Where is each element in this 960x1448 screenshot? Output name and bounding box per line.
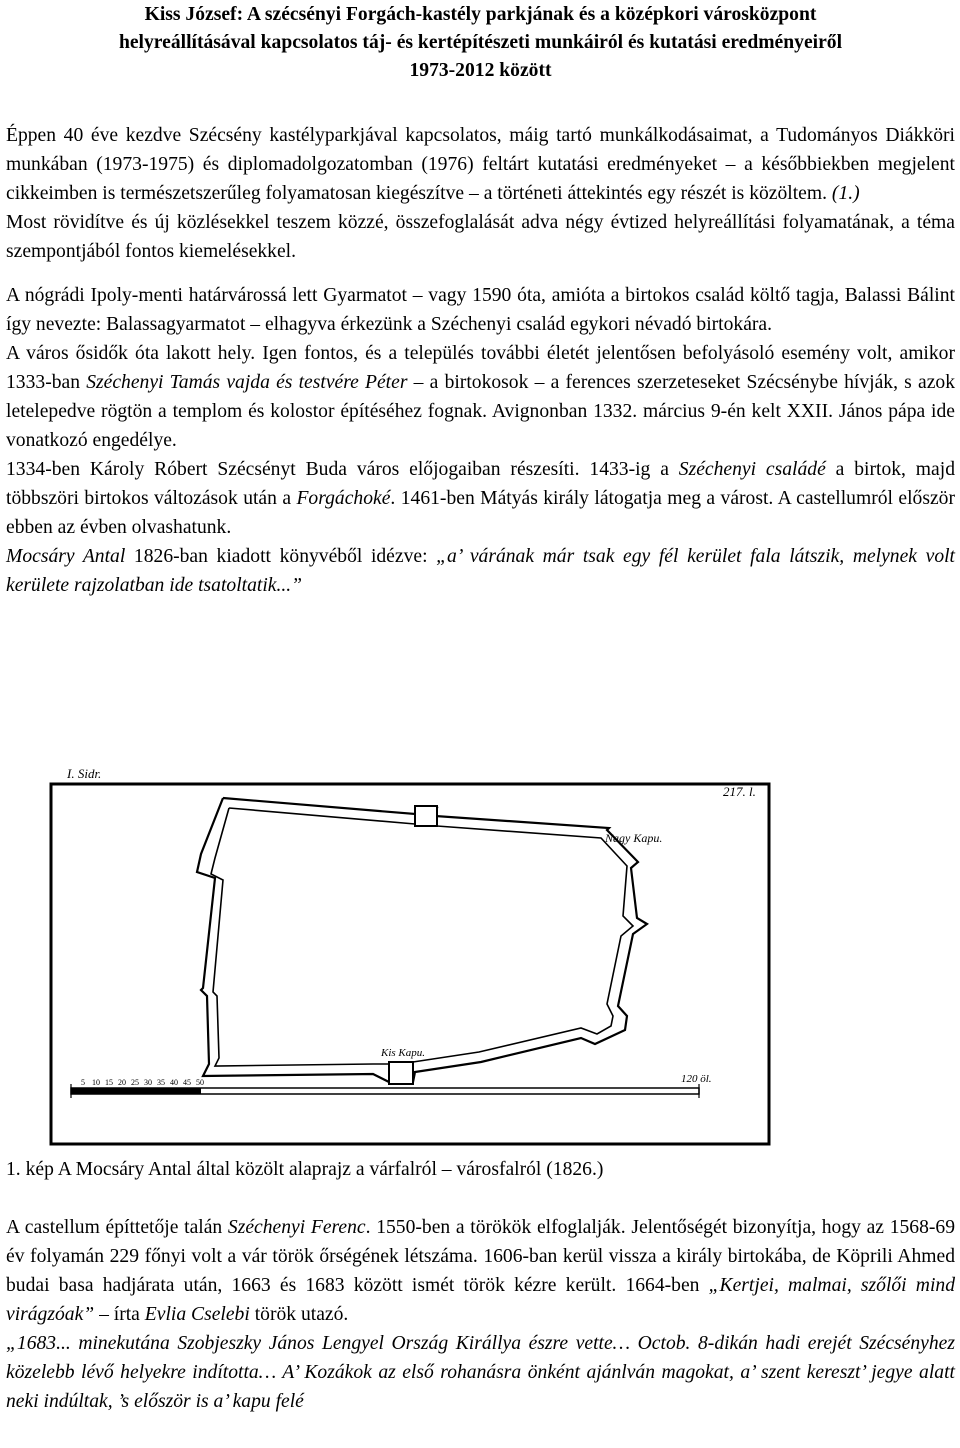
scale-tick-label: 45	[183, 1078, 191, 1087]
scale-tick-label: 50	[196, 1078, 204, 1087]
scale-labels	[81, 1078, 204, 1087]
reference-marker: (1.)	[831, 183, 860, 204]
castle-wall-floorplan-figure	[33, 758, 783, 1150]
scale-tick-label: 35	[157, 1078, 165, 1087]
title-line-2: helyreállításával kapcsolatos táj- és kertépítészeti munkáiról és kutatási eredményeiről	[118, 32, 843, 53]
wall-outline-inner	[211, 808, 633, 1066]
continuation-paragraph-1: A castellum építtetője talán Széchenyi Ferenc. 1550-ben a törökök elfoglalják. Jelentőségét bizonyítja, hogy az 1568-69 év folyamán 229 főnyi volt a vár török őrségének létszáma. 1606-ban kerül vissza a király birtokába, de Köprili Ahmed budai basa hadjárata után, 1663 és 1683 között ismét török kézre került. 1664-ben „Kertjei, malmai, szőlői mind virágzóak” – írta Evlia Cselebi török utazó.	[6, 1217, 956, 1325]
scale-tick-label: 10	[92, 1078, 100, 1087]
history-paragraph-1: A nógrádi Ipoly-menti határvárossá lett Gyarmatot – vagy 1590 óta, amióta a birtokos család költő tagja, Balassi Bálint így nevezte: Balassagyarmatot – elhagyva érkezünk a Széchenyi család egykori névadó birtokára.	[6, 285, 955, 335]
continuation-paragraph-2: „1683... minekutána Szobjeszky János Lengyel Ország Királlya észre vette… Octob. 8-dikán hadi erejét Szécsényhez közelebb lévő helyekre indította… A’ Kozákok az első rohanásra önként ajánlván magokat, a’ szent kereszt’ jegye alatt neki indúltak, ’s először is a’ kapu felé	[6, 1333, 955, 1412]
scale-tick-label: 20	[118, 1078, 126, 1087]
title-line-3: 1973-2012 között	[409, 60, 552, 81]
document-title	[6, 0, 955, 85]
history-paragraph-3: 1334-ben Károly Róbert Szécsényt Buda város előjogaiban részesíti. 1433-ig a Széchenyi családé a birtok, majd többszöri birtokos változások után a Forgáchoké. 1461-ben Mátyás király látogatja meg a várost. A castellumról először ebben az évben olvashatunk.	[6, 459, 955, 538]
continuation-section	[6, 1213, 955, 1416]
scale-unit-label: 120 öl.	[681, 1073, 712, 1085]
intro-paragraph-2: Most rövidítve és új közlésekkel teszem közzé, összefoglalását adva négy évtized helyreállítási folyamatának, a téma szempontjából fontos kiemelésekkel.	[6, 212, 955, 262]
scale-bar	[71, 1084, 699, 1098]
figure-label-topright: 217. l.	[723, 784, 756, 799]
scale-tick-label: 15	[105, 1078, 113, 1087]
figure-caption: 1. kép A Mocsáry Antal által közölt alaprajz a várfalról – városfalról (1826.)	[6, 1159, 604, 1180]
scale-tick-label: 40	[170, 1078, 178, 1087]
scale-tick-label: 5	[81, 1078, 85, 1087]
label-small-gate: Kis Kapu.	[381, 1047, 426, 1059]
title-line-1: Kiss József: A szécsényi Forgách-kastély parkjának és a középkori városközpont	[144, 4, 817, 25]
top-gate-tower	[415, 806, 437, 826]
scale-tick-label: 25	[131, 1078, 139, 1087]
history-paragraph-4: Mocsáry Antal 1826-ban kiadott könyvéből idézve: „a’ várának már tsak egy fél kerület fala látszik, melynek volt kerülete rajzolatban ide tsatoltatik...”	[6, 546, 955, 596]
wall-outline-outer	[197, 798, 647, 1082]
figure-label-topleft: I. Sidr.	[67, 766, 102, 781]
scale-tick-label: 30	[144, 1078, 152, 1087]
document-page	[6, 0, 955, 600]
bottom-gate-tower	[389, 1062, 413, 1084]
label-big-gate: Nagy Kapu.	[605, 831, 663, 845]
intro-paragraph-1: Éppen 40 éve kezdve Szécsény kastélyparkjával kapcsolatos, máig tartó munkálkodásaimat, a Tudományos Diákköri munkában (1973-1975) és diplomadolgozatomban (1976) feltárt kutatási eredményeket – a későbbiekben megjelent cikkeimben is természetszerűleg folyamatosan kiegészítve – a történeti áttekintés egy részét is közöltem. (1.)	[6, 125, 955, 204]
history-paragraph-2: A város ősidők óta lakott hely. Igen fontos, és a település további életét jelentősen befolyásoló esemény volt, amikor 1333-ban Széchenyi Tamás vajda és testvére Péter – a birtokosok – a ferences szerzeteseket Szécsénybe hívják, s azok letelepedve rögtön a templom és kolostor építéséhez fognak. Avignonban 1332. március 9-én kelt XXII. János pápa ide vonatkozó engedélye.	[6, 343, 956, 451]
